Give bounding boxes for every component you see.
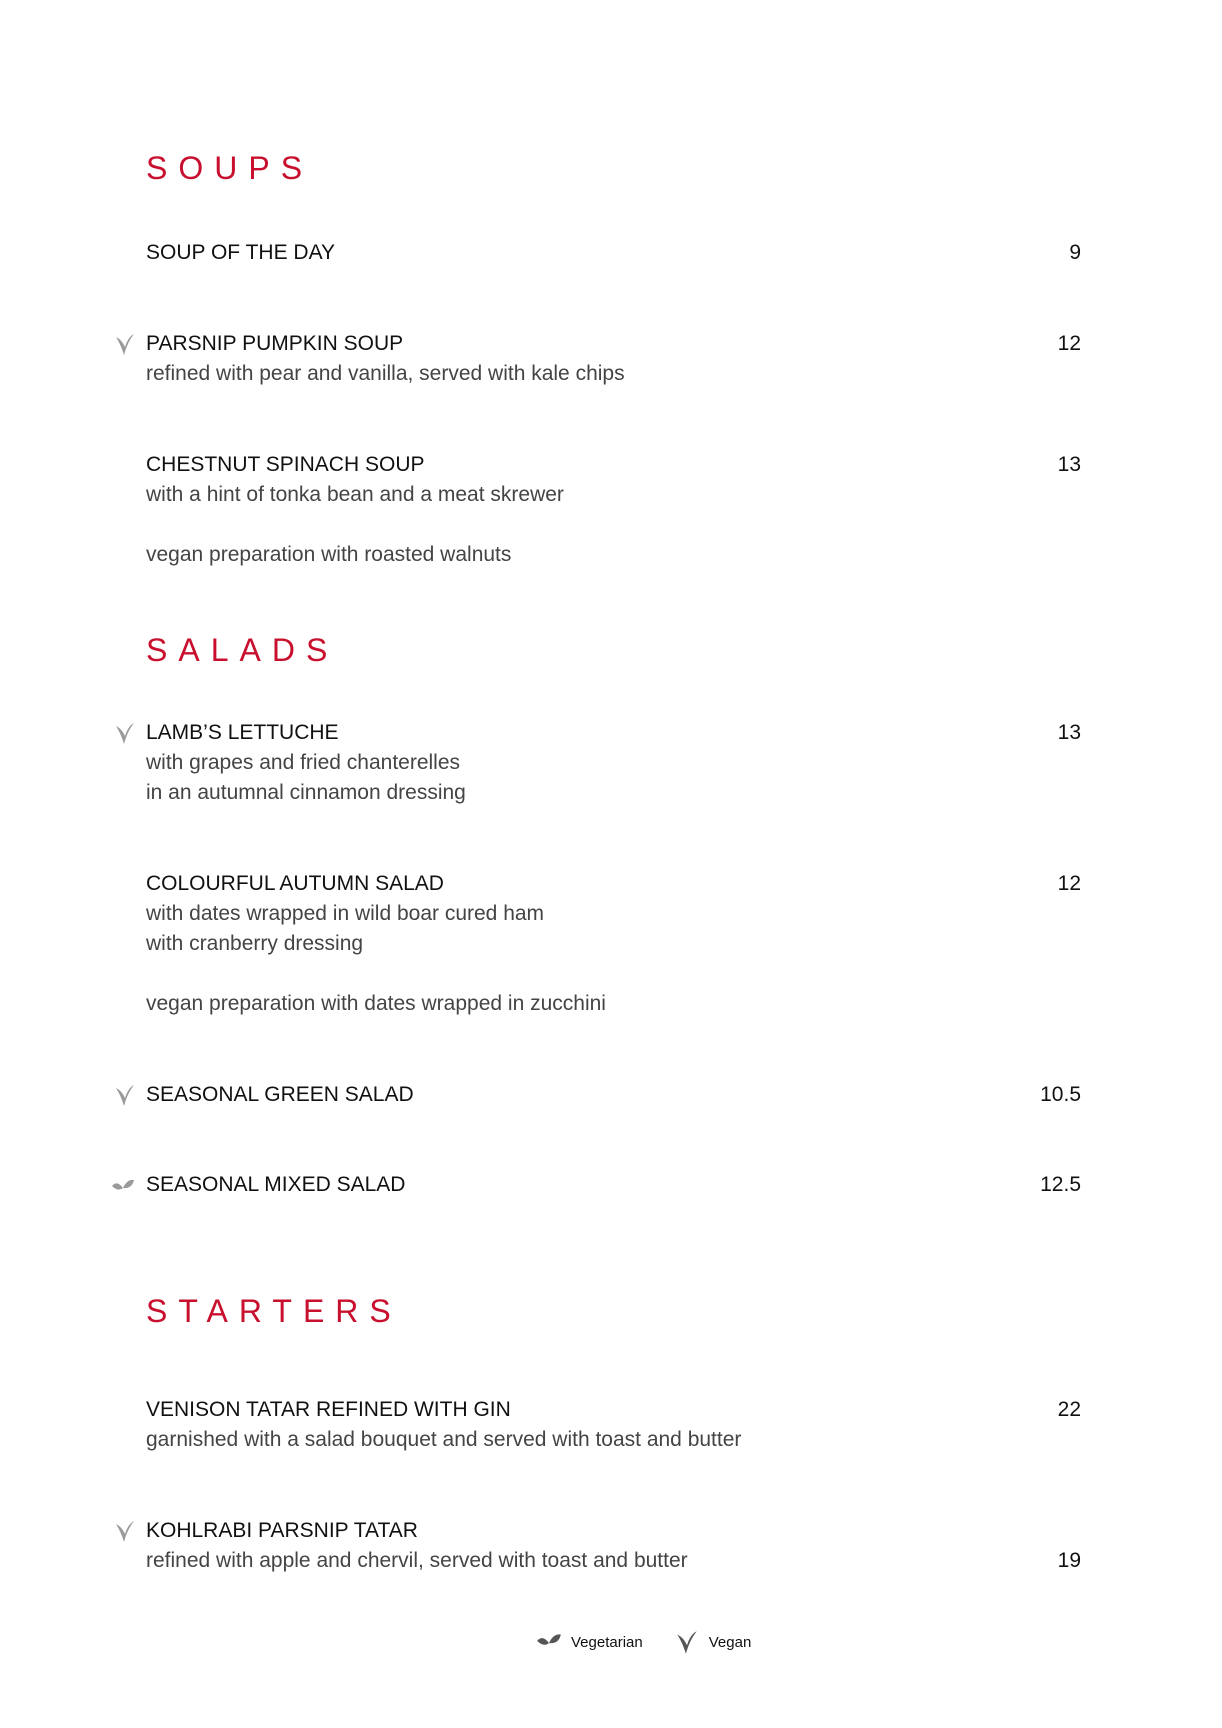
item-name: COLOURFUL AUTUMN SALAD [146, 872, 444, 895]
item-description: refined with pear and vanilla, served with kale chips [146, 362, 625, 385]
item-name: LAMB’S LETTUCHE [146, 721, 339, 744]
item-vegan-note: vegan preparation with dates wrapped in zucchini [146, 992, 606, 1015]
item-description: with a hint of tonka bean and a meat skrewer [146, 483, 564, 506]
item-price: 12 [1057, 332, 1081, 355]
menu-item-venison-tatar [146, 1395, 1081, 1455]
vegetarian-icon [108, 1174, 138, 1200]
item-description: with dates wrapped in wild boar cured ham [146, 902, 545, 925]
item-name: SEASONAL GREEN SALAD [146, 1083, 414, 1106]
legend-vegan-label: Vegan [708, 1633, 752, 1651]
item-price: 9 [1069, 241, 1081, 264]
diet-legend [535, 1628, 751, 1656]
menu-item-colourful-autumn-salad [146, 869, 1081, 1019]
vegan-icon [673, 1628, 701, 1656]
menu-item-seasonal-green-salad [146, 1080, 1081, 1110]
item-price: 12 [1057, 872, 1081, 895]
item-description: with cranberry dressing [146, 932, 364, 955]
item-name: VENISON TATAR REFINED WITH GIN [146, 1398, 511, 1421]
item-price: 22 [1057, 1398, 1081, 1421]
item-price: 10.5 [1040, 1083, 1081, 1106]
item-price: 13 [1057, 453, 1081, 476]
item-name: PARSNIP PUMPKIN SOUP [146, 332, 404, 355]
menu-item-lambs-lettuche [146, 718, 1081, 808]
section-title-soups: SOUPS [146, 150, 314, 186]
item-name: CHESTNUT SPINACH SOUP [146, 453, 425, 476]
item-name: SEASONAL MIXED SALAD [146, 1173, 406, 1196]
vegan-icon [112, 1518, 138, 1544]
section-title-salads: SALADS [146, 632, 339, 668]
vegan-icon [112, 331, 138, 357]
item-price: 19 [1057, 1549, 1081, 1572]
item-price: 12.5 [1040, 1173, 1081, 1196]
section-title-starters: STARTERS [146, 1293, 402, 1329]
menu-item-soup-of-the-day [146, 238, 1081, 268]
menu-item-parsnip-pumpkin-soup [146, 329, 1081, 389]
menu-item-chestnut-spinach-soup [146, 450, 1081, 570]
menu-item-kohlrabi-parsnip-tatar [146, 1516, 1081, 1576]
vegan-icon [112, 720, 138, 746]
item-name: SOUP OF THE DAY [146, 241, 336, 264]
menu-item-seasonal-mixed-salad [146, 1170, 1081, 1200]
item-description: refined with apple and chervil, served with toast and butter [146, 1549, 688, 1572]
item-name: KOHLRABI PARSNIP TATAR [146, 1519, 418, 1542]
legend-vegetarian-label: Vegetarian [571, 1633, 643, 1651]
item-description: in an autumnal cinnamon dressing [146, 781, 466, 804]
item-description: with grapes and fried chanterelles [146, 751, 461, 774]
item-vegan-note: vegan preparation with roasted walnuts [146, 543, 512, 566]
vegetarian-icon [535, 1628, 563, 1656]
item-price: 13 [1057, 721, 1081, 744]
vegan-icon [112, 1082, 138, 1108]
item-description: garnished with a salad bouquet and served with toast and butter [146, 1428, 742, 1451]
